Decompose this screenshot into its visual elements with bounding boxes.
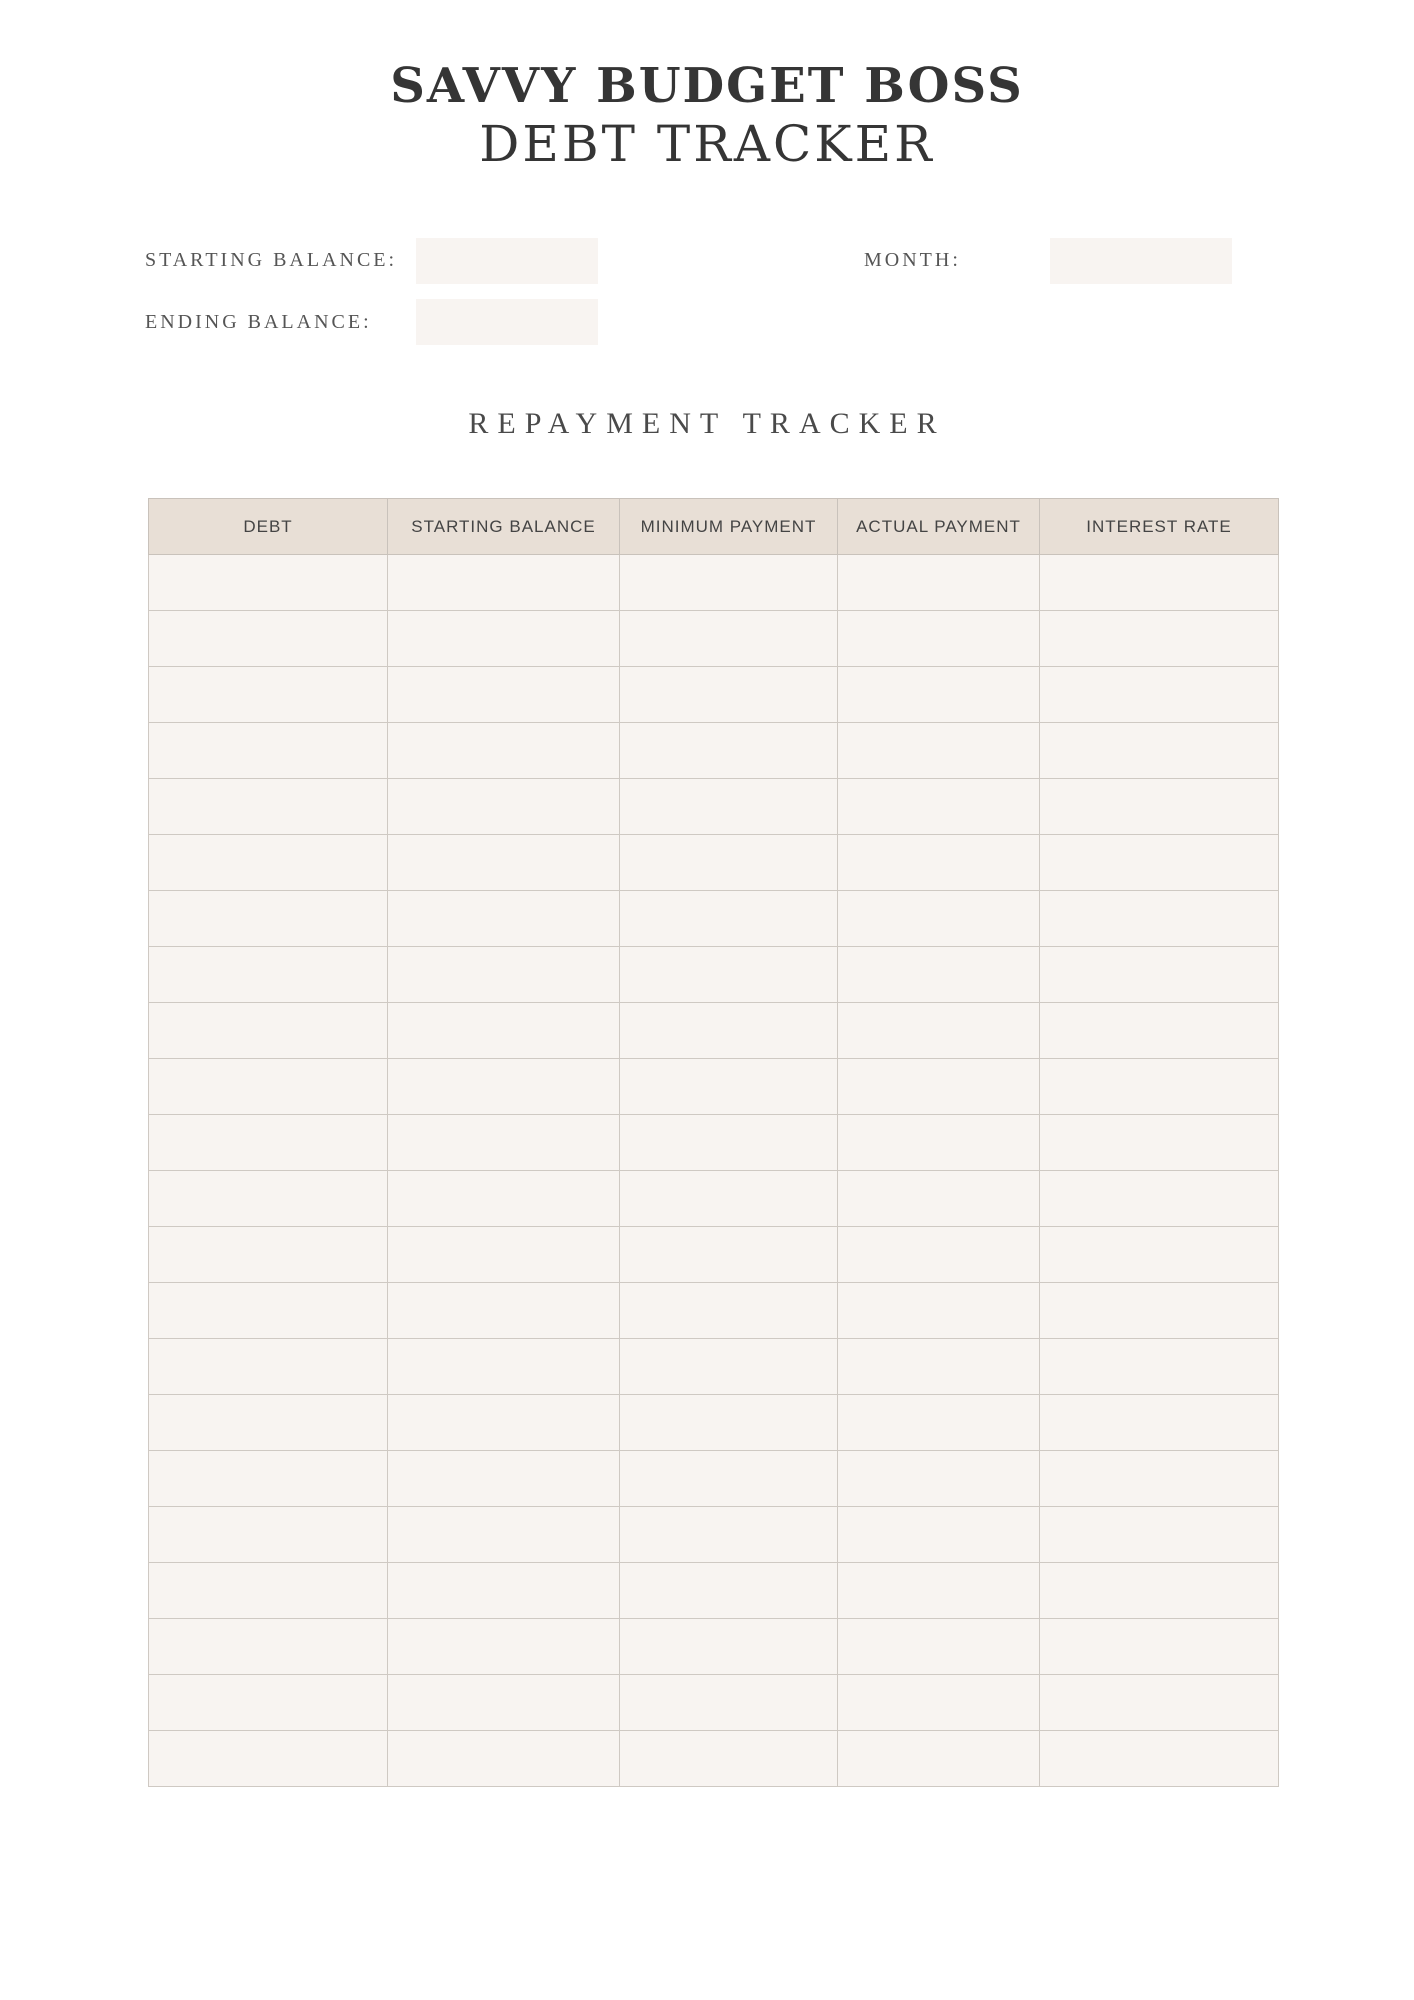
table-cell[interactable] xyxy=(1040,1339,1279,1395)
table-cell[interactable] xyxy=(388,1115,620,1171)
table-cell[interactable] xyxy=(838,1171,1040,1227)
column-header-minimum-payment: MINIMUM PAYMENT xyxy=(620,499,838,555)
table-cell[interactable] xyxy=(1040,1283,1279,1339)
table-cell[interactable] xyxy=(1040,1563,1279,1619)
table-cell[interactable] xyxy=(1040,779,1279,835)
month-label: MONTH: xyxy=(864,249,961,271)
table-cell[interactable] xyxy=(149,779,388,835)
column-header-interest-rate: INTEREST RATE xyxy=(1040,499,1279,555)
table-cell[interactable] xyxy=(149,1059,388,1115)
table-cell[interactable] xyxy=(838,1283,1040,1339)
table-cell[interactable] xyxy=(838,1675,1040,1731)
table-row xyxy=(149,1619,1279,1675)
table-cell[interactable] xyxy=(149,611,388,667)
table-row xyxy=(149,947,1279,1003)
table-row xyxy=(149,1115,1279,1171)
table-cell[interactable] xyxy=(838,1731,1040,1787)
table-row xyxy=(149,1731,1279,1787)
table-cell[interactable] xyxy=(1040,1619,1279,1675)
table-row xyxy=(149,1339,1279,1395)
table-cell[interactable] xyxy=(838,891,1040,947)
table-cell[interactable] xyxy=(149,555,388,611)
table-cell[interactable] xyxy=(838,947,1040,1003)
table-cell[interactable] xyxy=(838,779,1040,835)
starting-balance-field[interactable] xyxy=(416,238,598,284)
table-cell[interactable] xyxy=(1040,1731,1279,1787)
table-row xyxy=(149,1003,1279,1059)
table-cell[interactable] xyxy=(838,1395,1040,1451)
table-cell[interactable] xyxy=(620,1507,838,1563)
table-row xyxy=(149,611,1279,667)
table-cell[interactable] xyxy=(1040,1059,1279,1115)
column-header-starting-balance: STARTING BALANCE xyxy=(388,499,620,555)
table-cell[interactable] xyxy=(149,1003,388,1059)
table-cell[interactable] xyxy=(620,1563,838,1619)
table-cell[interactable] xyxy=(838,611,1040,667)
table-cell[interactable] xyxy=(620,1339,838,1395)
table-cell[interactable] xyxy=(388,1171,620,1227)
table-row xyxy=(149,891,1279,947)
table-cell[interactable] xyxy=(149,1731,388,1787)
table-cell[interactable] xyxy=(1040,1507,1279,1563)
table-cell[interactable] xyxy=(838,1507,1040,1563)
table-cell[interactable] xyxy=(620,1283,838,1339)
table-cell[interactable] xyxy=(149,1563,388,1619)
table-row xyxy=(149,1283,1279,1339)
ending-balance-field[interactable] xyxy=(416,299,598,345)
table-cell[interactable] xyxy=(838,723,1040,779)
table-cell[interactable] xyxy=(1040,1675,1279,1731)
table-cell[interactable] xyxy=(149,891,388,947)
table-row xyxy=(149,1059,1279,1115)
table-row xyxy=(149,723,1279,779)
table-cell[interactable] xyxy=(388,1395,620,1451)
ending-balance-label: ENDING BALANCE: xyxy=(145,311,372,333)
page-subtitle: DEBT TRACKER xyxy=(479,115,935,173)
column-header-debt: DEBT xyxy=(149,499,388,555)
table-row xyxy=(149,835,1279,891)
table-cell[interactable] xyxy=(388,1563,620,1619)
repayment-tracker-title: REPAYMENT TRACKER xyxy=(468,407,946,440)
column-header-actual-payment: ACTUAL PAYMENT xyxy=(838,499,1040,555)
table-cell[interactable] xyxy=(620,947,838,1003)
table-cell[interactable] xyxy=(620,555,838,611)
table-cell[interactable] xyxy=(149,1395,388,1451)
table-cell[interactable] xyxy=(838,1619,1040,1675)
table-row xyxy=(149,1451,1279,1507)
table-cell[interactable] xyxy=(838,1059,1040,1115)
table-cell[interactable] xyxy=(1040,1395,1279,1451)
table-cell[interactable] xyxy=(620,611,838,667)
table-cell[interactable] xyxy=(620,1059,838,1115)
table-cell[interactable] xyxy=(620,1115,838,1171)
table-cell[interactable] xyxy=(388,779,620,835)
table-cell[interactable] xyxy=(620,1731,838,1787)
table-cell[interactable] xyxy=(149,1451,388,1507)
table-cell[interactable] xyxy=(1040,947,1279,1003)
table-cell[interactable] xyxy=(1040,1115,1279,1171)
table-cell[interactable] xyxy=(838,1115,1040,1171)
table-cell[interactable] xyxy=(388,1731,620,1787)
table-cell[interactable] xyxy=(838,555,1040,611)
table-cell[interactable] xyxy=(388,723,620,779)
table-row xyxy=(149,1171,1279,1227)
table-cell[interactable] xyxy=(149,947,388,1003)
table-cell[interactable] xyxy=(149,667,388,723)
month-field[interactable] xyxy=(1050,238,1232,284)
table-cell[interactable] xyxy=(620,1675,838,1731)
table-cell[interactable] xyxy=(388,667,620,723)
table-cell[interactable] xyxy=(1040,555,1279,611)
table-cell[interactable] xyxy=(620,1451,838,1507)
table-cell[interactable] xyxy=(1040,667,1279,723)
table-cell[interactable] xyxy=(620,891,838,947)
table-cell[interactable] xyxy=(388,1507,620,1563)
table-cell[interactable] xyxy=(620,723,838,779)
table-cell[interactable] xyxy=(838,1563,1040,1619)
table-cell[interactable] xyxy=(149,1171,388,1227)
table-row xyxy=(149,1227,1279,1283)
table-body xyxy=(149,555,1279,1787)
table-cell[interactable] xyxy=(620,1227,838,1283)
table-cell[interactable] xyxy=(388,1675,620,1731)
table-cell[interactable] xyxy=(838,1339,1040,1395)
table-row xyxy=(149,1395,1279,1451)
table-cell[interactable] xyxy=(1040,723,1279,779)
table-cell[interactable] xyxy=(388,1227,620,1283)
table-cell[interactable] xyxy=(1040,1451,1279,1507)
table-cell[interactable] xyxy=(838,1003,1040,1059)
table-cell[interactable] xyxy=(388,1059,620,1115)
table-cell[interactable] xyxy=(388,891,620,947)
table-cell[interactable] xyxy=(620,1619,838,1675)
table-cell[interactable] xyxy=(1040,835,1279,891)
table-cell[interactable] xyxy=(620,835,838,891)
table-row xyxy=(149,1563,1279,1619)
table-cell[interactable] xyxy=(620,667,838,723)
table-cell[interactable] xyxy=(149,835,388,891)
page-title: SAVVY BUDGET BOSS xyxy=(390,58,1024,114)
starting-balance-label: STARTING BALANCE: xyxy=(145,249,398,271)
table-cell[interactable] xyxy=(149,1227,388,1283)
table-cell[interactable] xyxy=(1040,1171,1279,1227)
table-cell[interactable] xyxy=(388,1451,620,1507)
table-cell[interactable] xyxy=(149,1619,388,1675)
table-cell[interactable] xyxy=(388,555,620,611)
table-header-row xyxy=(149,499,1279,555)
table-row xyxy=(149,1675,1279,1731)
table-cell[interactable] xyxy=(388,947,620,1003)
table-cell[interactable] xyxy=(149,1507,388,1563)
repayment-table xyxy=(148,498,1279,1787)
table-cell[interactable] xyxy=(149,723,388,779)
table-cell[interactable] xyxy=(620,1395,838,1451)
table-cell[interactable] xyxy=(149,1115,388,1171)
table-cell[interactable] xyxy=(838,835,1040,891)
table-cell[interactable] xyxy=(149,1339,388,1395)
table-cell[interactable] xyxy=(620,779,838,835)
table-cell[interactable] xyxy=(388,1339,620,1395)
table-cell[interactable] xyxy=(1040,1227,1279,1283)
page-header xyxy=(0,58,1414,174)
table-row xyxy=(149,555,1279,611)
table-cell[interactable] xyxy=(620,1003,838,1059)
table-cell[interactable] xyxy=(838,1227,1040,1283)
table-cell[interactable] xyxy=(1040,891,1279,947)
table-cell[interactable] xyxy=(620,1171,838,1227)
table-cell[interactable] xyxy=(149,1283,388,1339)
table-cell[interactable] xyxy=(388,1619,620,1675)
table-row xyxy=(149,667,1279,723)
table-row xyxy=(149,1507,1279,1563)
table-row xyxy=(149,779,1279,835)
table-cell[interactable] xyxy=(1040,611,1279,667)
table-cell[interactable] xyxy=(1040,1003,1279,1059)
table-cell[interactable] xyxy=(388,611,620,667)
table-cell[interactable] xyxy=(149,1675,388,1731)
table-cell[interactable] xyxy=(388,835,620,891)
table-cell[interactable] xyxy=(388,1283,620,1339)
table-cell[interactable] xyxy=(838,1451,1040,1507)
table-cell[interactable] xyxy=(838,667,1040,723)
table-cell[interactable] xyxy=(388,1003,620,1059)
